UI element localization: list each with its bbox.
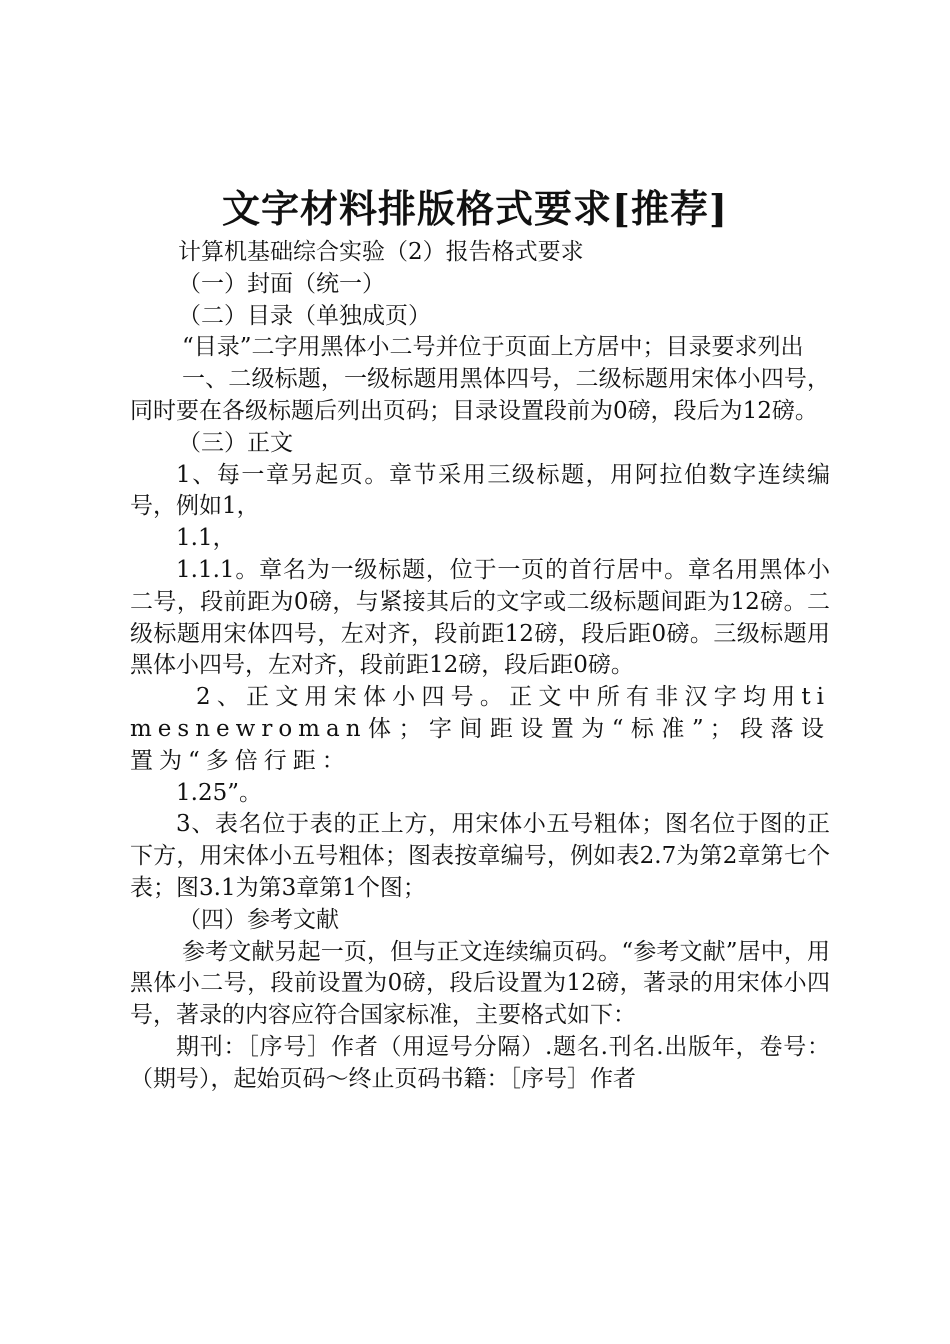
- paragraph-section-cover: （一）封面（统一）: [178, 270, 385, 297]
- paragraph-body-font: 2、正文用宋体小四号。正文中所有非汉字均用timesnewroman体；字间距设置为“标准”；段落设置为“多倍行距：: [130, 684, 830, 774]
- paragraph-line-spacing: 1.25”。: [176, 779, 262, 806]
- paragraph-references-format: 参考文献另起一页，但与正文连续编页码。“参考文献”居中，用黑体小二号，段前设置为0磅，段后设置为12磅，著录的用宋体小四号，著录的内容应符合国家标准，主要格式如下：: [130, 938, 830, 1029]
- paragraph-toc-requirement: “目录”二字用黑体小二号并位于页面上方居中；目录要求列出: [182, 334, 804, 361]
- paragraph-table-figure: 3、表名位于表的正上方，用宋体小五号粗体；图名位于图的正下方，用宋体小五号粗体；图表按章编号，例如表2.7为第2章第七个表；图3.1为第3章第1个图；: [130, 811, 830, 901]
- document-title: 文字材料排版格式要求[推荐]: [222, 186, 728, 231]
- paragraph-section-toc: （二）目录（单独成页）: [178, 302, 431, 329]
- document-body: [130, 237, 830, 1096]
- paragraph-chapter-format: 1.1.1。章名为一级标题，位于一页的首行居中。章名用黑体小二号，段前距为0磅，与紧接其后的文字或二级标题间距为12磅。二级标题用宋体四号，左对齐，段前距12磅，段后距0磅。三级标题用黑体小四号，左对齐，段前距12磅，段后距0磅。: [130, 556, 830, 679]
- paragraph-report-format-heading: 计算机基础综合实验（2）报告格式要求: [178, 239, 584, 265]
- paragraph-section-body: （三）正文: [178, 429, 293, 456]
- paragraph-heading-levels: 一、二级标题，一级标题用黑体四号，二级标题用宋体小四号，同时要在各级标题后列出页码；目录设置段前为0磅，段后为12磅。: [130, 366, 830, 424]
- paragraph-numbering-example: 1.1，: [176, 525, 236, 552]
- paragraph-section-references: （四）参考文献: [178, 906, 339, 933]
- paragraph-chapter-rule: 1、每一章另起页。章节采用三级标题，用阿拉伯数字连续编号，例如1，: [130, 461, 830, 520]
- paragraph-citation-format: 期刊：［序号］作者（用逗号分隔）.题名.刊名.出版年，卷号：（期号），起始页码～终止页码书籍：［序号］作者: [130, 1033, 830, 1092]
